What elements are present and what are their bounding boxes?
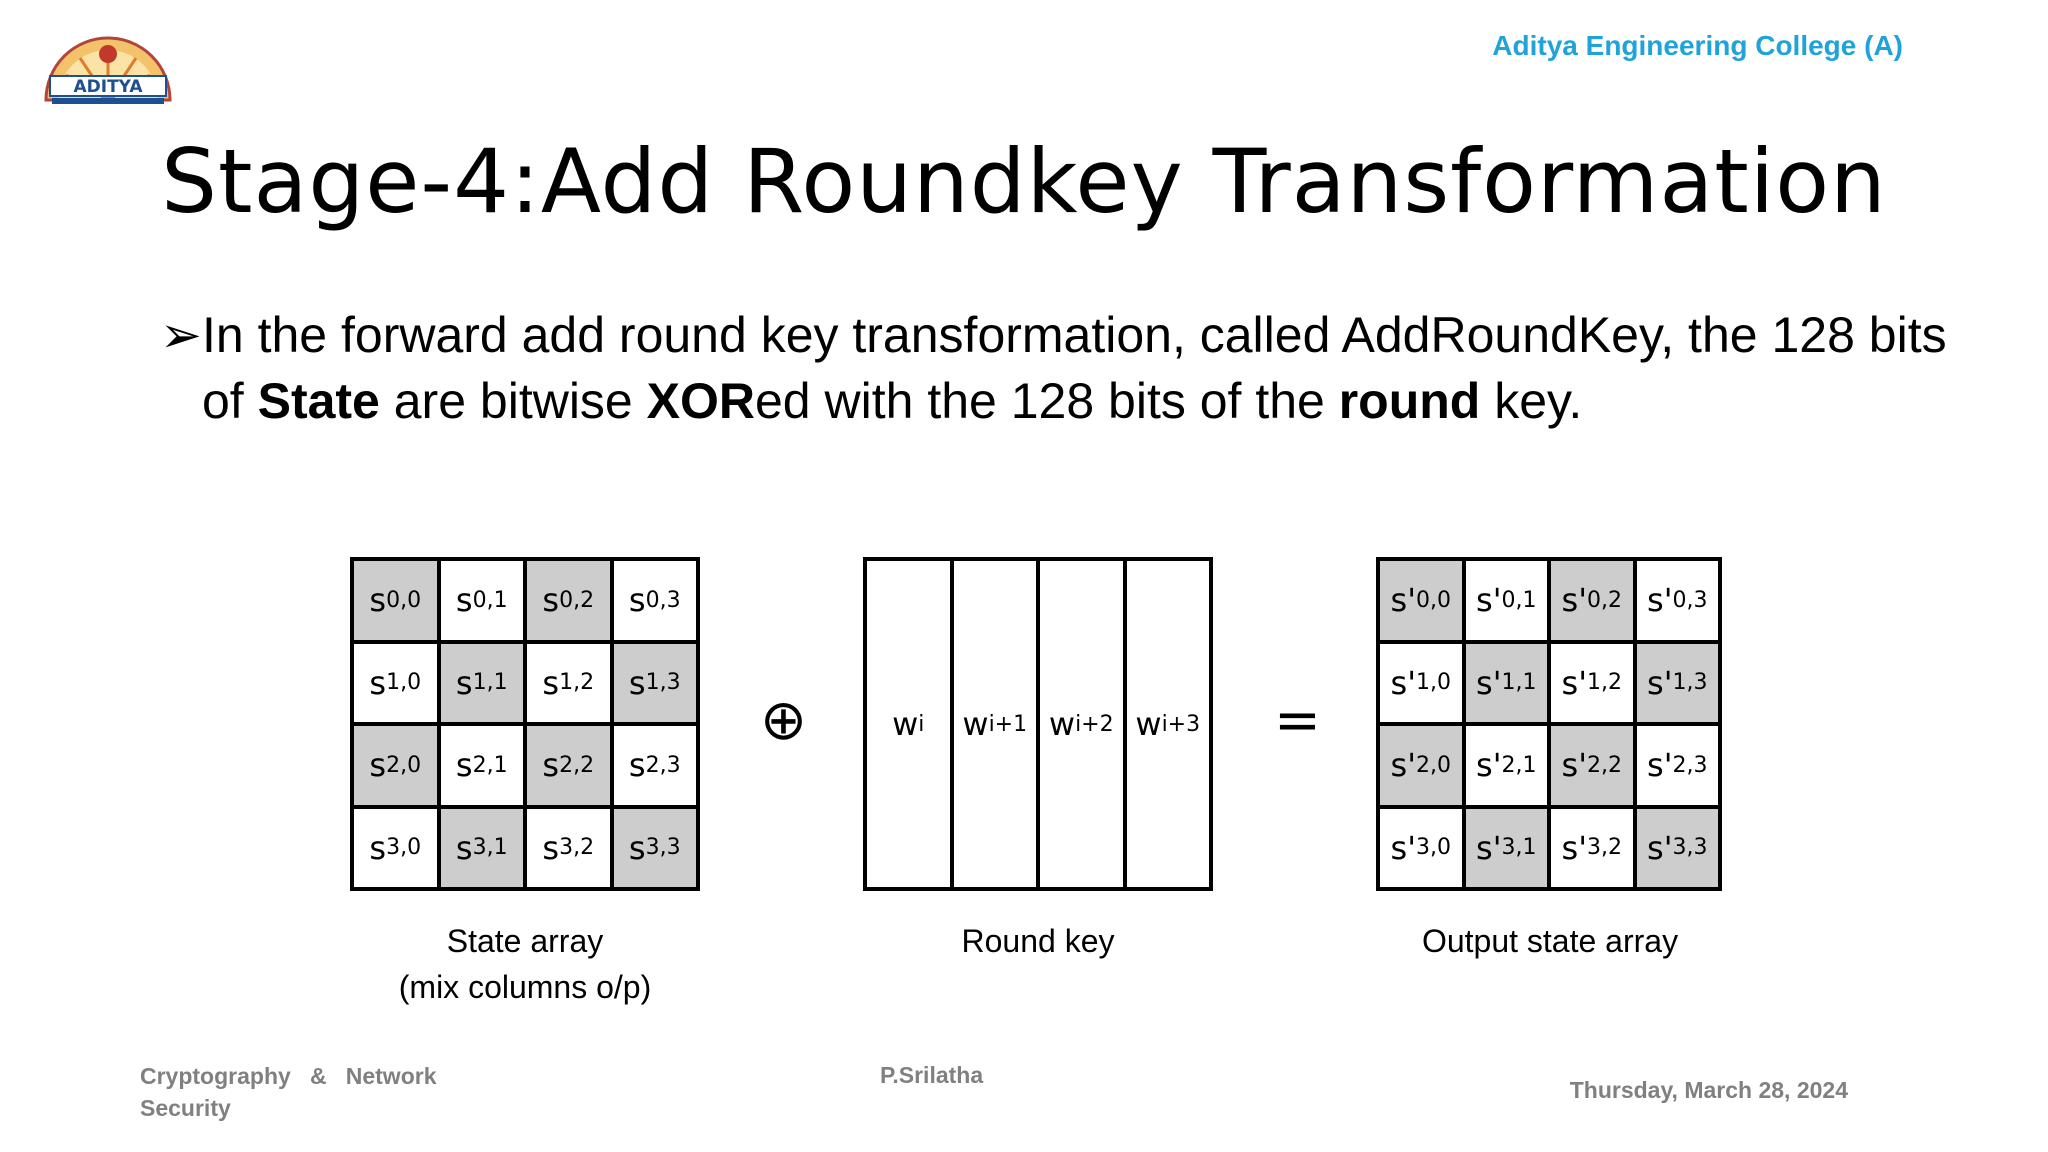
output-cell-2-1: s' 2,1 bbox=[1466, 726, 1548, 805]
footer-course-line1: Cryptography & Network bbox=[140, 1063, 437, 1089]
output-cell-3-1: s' 3,1 bbox=[1466, 809, 1548, 888]
state-cell-1-0: s 1,0 bbox=[354, 644, 437, 723]
output-cell-2-0: s' 2,0 bbox=[1380, 726, 1462, 805]
state-cell-2-1: s 2,1 bbox=[441, 726, 524, 805]
para-bold-state: State bbox=[257, 373, 380, 429]
state-cell-1-1: s 1,1 bbox=[441, 644, 524, 723]
state-cell-3-3: s 3,3 bbox=[614, 809, 697, 888]
college-logo bbox=[40, 20, 176, 106]
bullet-arrow-icon: ➢ bbox=[160, 307, 202, 363]
para-text-2: are bitwise bbox=[379, 373, 647, 429]
footer-course-line2: Security bbox=[140, 1095, 231, 1121]
output-array-caption: Output state array bbox=[1421, 923, 1679, 959]
xor-symbol: ⊕ bbox=[760, 688, 807, 753]
round-key-word-0: w i bbox=[867, 561, 950, 887]
round-key-grid bbox=[863, 557, 1213, 891]
output-cell-2-2: s' 2,2 bbox=[1551, 726, 1633, 805]
slide-title: Stage-4:Add Roundkey Transformation bbox=[161, 130, 1887, 233]
round-key-word-2: w i+2 bbox=[1040, 561, 1123, 887]
state-cell-1-3: s 1,3 bbox=[614, 644, 697, 723]
para-text-1: In the forward add round key transformation, called AddRoundKey, the 128 bits of bbox=[202, 307, 1947, 429]
para-text-3: ed with the 128 bits of the bbox=[755, 373, 1339, 429]
output-cell-1-0: s' 1,0 bbox=[1380, 644, 1462, 723]
state-cell-0-1: s 0,1 bbox=[441, 561, 524, 640]
state-cell-0-3: s 0,3 bbox=[614, 561, 697, 640]
state-caption-line1: State array bbox=[446, 923, 604, 959]
bullet-paragraph bbox=[160, 302, 1962, 434]
state-cell-3-0: s 3,0 bbox=[354, 809, 437, 888]
footer-author: P.Srilatha bbox=[880, 1062, 984, 1088]
para-bold-xor: XOR bbox=[646, 373, 755, 429]
output-cell-2-3: s' 2,3 bbox=[1637, 726, 1719, 805]
footer-course bbox=[140, 1060, 436, 1124]
state-cell-2-2: s 2,2 bbox=[527, 726, 610, 805]
output-cell-1-3: s' 1,3 bbox=[1637, 644, 1719, 723]
college-name: Aditya Engineering College (A) bbox=[1492, 30, 1903, 61]
state-cell-2-0: s 2,0 bbox=[354, 726, 437, 805]
equals-symbol: = bbox=[1274, 688, 1321, 753]
state-cell-3-2: s 3,2 bbox=[527, 809, 610, 888]
output-cell-1-1: s' 1,1 bbox=[1466, 644, 1548, 723]
output-cell-0-0: s' 0,0 bbox=[1380, 561, 1462, 640]
state-cell-1-2: s 1,2 bbox=[527, 644, 610, 723]
output-cell-1-2: s' 1,2 bbox=[1551, 644, 1633, 723]
state-array-caption bbox=[350, 918, 700, 1010]
output-cell-3-3: s' 3,3 bbox=[1637, 809, 1719, 888]
state-array-grid bbox=[350, 557, 700, 891]
state-cell-0-0: s 0,0 bbox=[354, 561, 437, 640]
state-cell-2-3: s 2,3 bbox=[614, 726, 697, 805]
state-cell-0-2: s 0,2 bbox=[527, 561, 610, 640]
logo-text: ADITYA bbox=[73, 77, 143, 97]
round-key-word-3: w i+3 bbox=[1127, 561, 1210, 887]
output-cell-3-0: s' 3,0 bbox=[1380, 809, 1462, 888]
output-state-array-grid bbox=[1376, 557, 1722, 891]
round-key-caption: Round key bbox=[961, 923, 1115, 959]
output-cell-0-1: s' 0,1 bbox=[1466, 561, 1548, 640]
para-text-4: key. bbox=[1480, 373, 1583, 429]
footer-date: Thursday, March 28, 2024 bbox=[1569, 1077, 1848, 1103]
output-cell-0-3: s' 0,3 bbox=[1637, 561, 1719, 640]
state-cell-3-1: s 3,1 bbox=[441, 809, 524, 888]
output-cell-0-2: s' 0,2 bbox=[1551, 561, 1633, 640]
output-cell-3-2: s' 3,2 bbox=[1551, 809, 1633, 888]
round-key-word-1: w i+1 bbox=[954, 561, 1037, 887]
para-bold-round: round bbox=[1338, 373, 1481, 429]
state-caption-line2: (mix columns o/p) bbox=[398, 969, 652, 1005]
